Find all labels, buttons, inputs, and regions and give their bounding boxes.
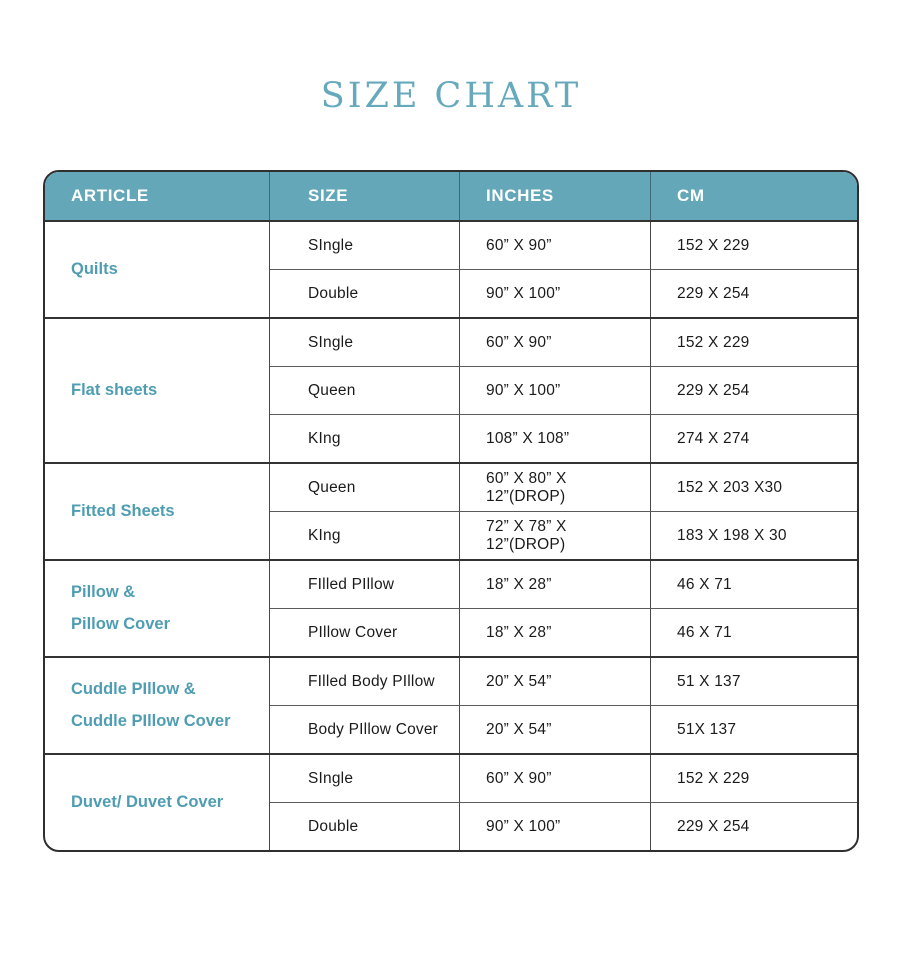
table-group-flat-sheets (45, 317, 857, 462)
table-row (270, 269, 857, 317)
inches-cell: 108” X 108” (460, 415, 651, 462)
size-cell: PIllow Cover (270, 609, 460, 656)
article-label: Duvet/ Duvet Cover (71, 793, 224, 811)
size-cell: KIng (270, 512, 460, 559)
article-cell (45, 755, 270, 850)
inches-cell: 72” X 78” X 12”(DROP) (460, 512, 651, 559)
article-label: Cuddle PIllow & (71, 680, 196, 698)
cm-cell: 274 X 274 (677, 429, 750, 447)
cm-cell: 46 X 71 (677, 575, 732, 593)
cm-cell: 46 X 71 (677, 623, 732, 641)
table-header-row (45, 172, 857, 222)
size-cell: KIng (270, 415, 460, 462)
inches-cell: 60” X 90” (460, 222, 651, 269)
header-cell-article: ARTICLE (45, 172, 270, 220)
size-cell: SIngle (270, 222, 460, 269)
cm-cell: 152 X 229 (677, 333, 750, 351)
cm-cell: 51X 137 (677, 720, 737, 738)
size-cell: Queen (270, 367, 460, 414)
article-label: Fitted Sheets (71, 502, 175, 520)
article-label: Cuddle PIllow Cover (71, 712, 231, 730)
article-cell (45, 464, 270, 559)
table-row (270, 511, 857, 559)
article-cell (45, 658, 270, 753)
cm-cell: 229 X 254 (677, 817, 750, 835)
cm-cell: 152 X 229 (677, 236, 750, 254)
size-cell: SIngle (270, 755, 460, 802)
inches-cell: 18” X 28” (460, 561, 651, 608)
size-cell: Body PIllow Cover (270, 706, 460, 753)
header-cell-inches: INCHES (460, 172, 651, 220)
size-chart-table (43, 170, 859, 852)
cm-cell: 152 X 229 (677, 769, 750, 787)
table-group-fitted-sheets (45, 462, 857, 559)
inches-cell: 18” X 28” (460, 609, 651, 656)
table-row (270, 319, 857, 366)
table-row (270, 658, 857, 705)
inches-cell: 90” X 100” (460, 270, 651, 317)
table-group-cuddle-pillow (45, 656, 857, 753)
page-title: SIZE CHART (320, 76, 582, 116)
table-row (270, 705, 857, 753)
table-row (270, 366, 857, 414)
table-group-quilts (45, 222, 857, 317)
header-cell-cm: CM (677, 186, 705, 205)
size-cell: Double (270, 803, 460, 850)
article-cell (45, 319, 270, 462)
inches-cell: 90” X 100” (460, 803, 651, 850)
inches-cell: 90” X 100” (460, 367, 651, 414)
size-cell: SIngle (270, 319, 460, 366)
table-group-pillow (45, 559, 857, 656)
cm-cell: 51 X 137 (677, 672, 741, 690)
article-label: Flat sheets (71, 381, 158, 399)
cm-cell: 229 X 254 (677, 284, 750, 302)
size-cell: Queen (270, 464, 460, 511)
table-row (270, 608, 857, 656)
inches-cell: 60” X 90” (460, 319, 651, 366)
size-cell: FIlled Body PIllow (270, 658, 460, 705)
table-row (270, 414, 857, 462)
table-row (270, 464, 857, 511)
article-cell (45, 561, 270, 656)
size-cell: FIlled PIllow (270, 561, 460, 608)
inches-cell: 20” X 54” (460, 658, 651, 705)
article-cell (45, 222, 270, 317)
table-group-duvet (45, 753, 857, 850)
table-row (270, 802, 857, 850)
article-label: Pillow & (71, 583, 136, 601)
cm-cell: 229 X 254 (677, 381, 750, 399)
inches-cell: 60” X 80” X 12”(DROP) (460, 464, 651, 511)
cm-cell: 183 X 198 X 30 (677, 526, 787, 544)
table-row (270, 755, 857, 802)
article-label: Pillow Cover (71, 615, 171, 633)
table-row (270, 561, 857, 608)
inches-cell: 60” X 90” (460, 755, 651, 802)
inches-cell: 20” X 54” (460, 706, 651, 753)
header-cell-size: SIZE (270, 172, 460, 220)
article-label: Quilts (71, 260, 118, 278)
cm-cell: 152 X 203 X30 (677, 478, 783, 496)
table-row (270, 222, 857, 269)
size-cell: Double (270, 270, 460, 317)
